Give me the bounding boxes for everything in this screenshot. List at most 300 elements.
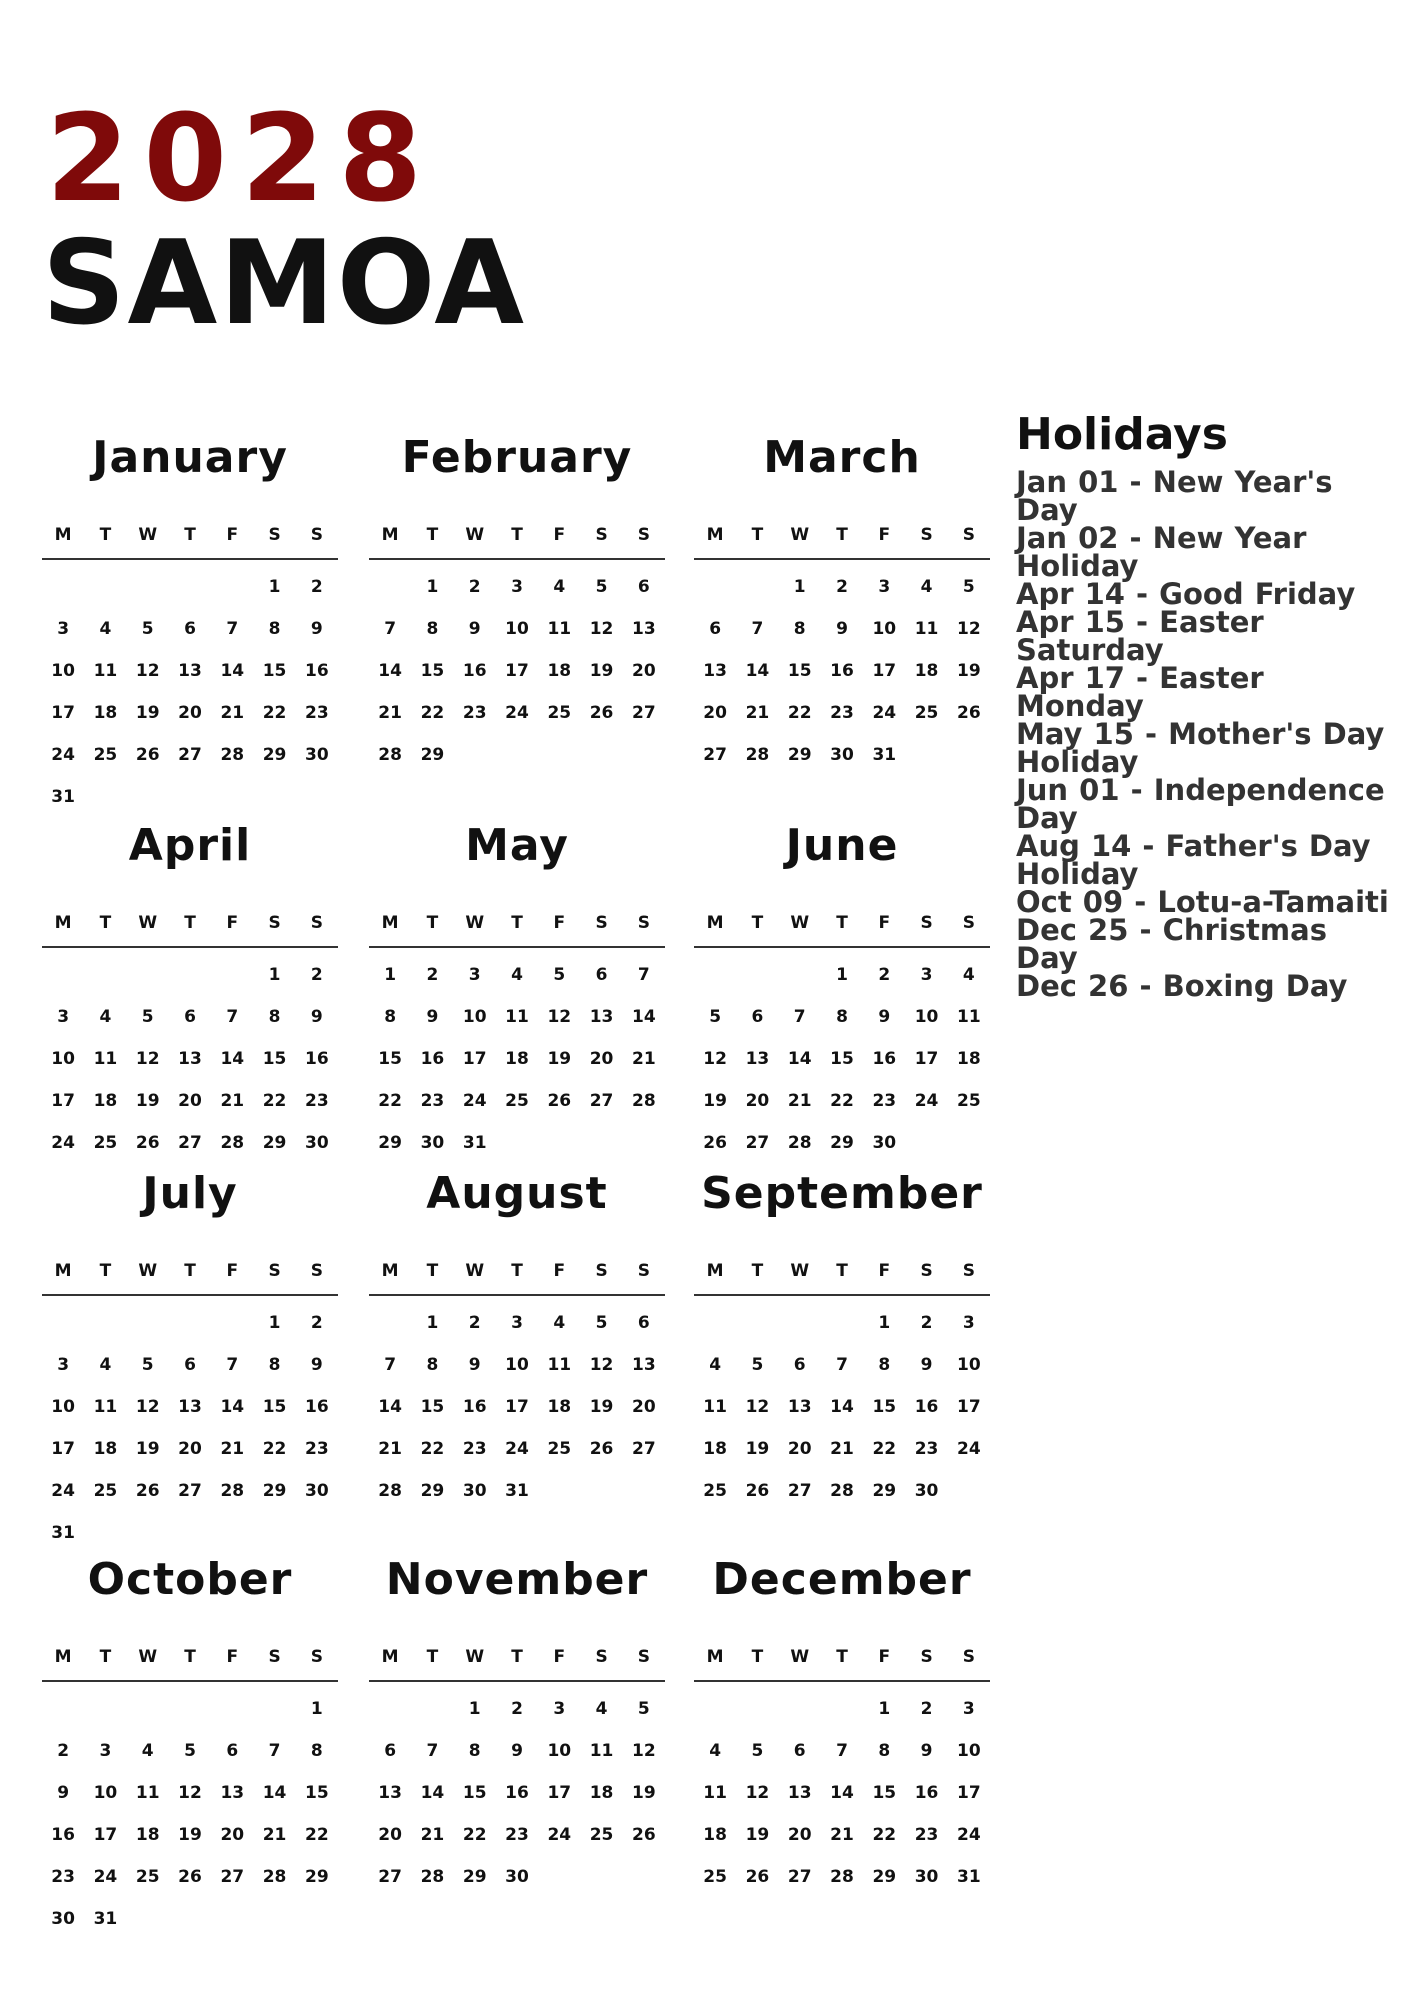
day-cell (169, 954, 211, 996)
day-cell: 24 (505, 1439, 529, 1459)
weekday-label: S (268, 525, 281, 545)
day-cell: 25 (93, 1481, 118, 1501)
day-cell: 28 (830, 1867, 854, 1887)
day-cell: 6 (751, 1007, 764, 1027)
day-cell (211, 1898, 253, 1940)
weekday-label: W (465, 1647, 485, 1667)
day-cell: 18 (547, 661, 572, 681)
month-name: April (128, 820, 252, 871)
day-cell: 28 (745, 745, 770, 765)
weekday-label: T (426, 1261, 439, 1281)
month-september (694, 1168, 990, 1512)
day-cell (948, 1470, 990, 1512)
day-cell: 28 (632, 1091, 656, 1111)
day-cell: 28 (220, 1481, 245, 1501)
weekday-label: W (465, 913, 485, 933)
day-cell: 9 (920, 1741, 933, 1761)
day-cell: 17 (505, 661, 529, 681)
day-cell (169, 1512, 211, 1554)
day-cell: 11 (93, 1049, 118, 1069)
day-cell: 19 (178, 1825, 202, 1845)
weekday-label: T (836, 1647, 848, 1667)
day-cell: 23 (914, 1439, 939, 1459)
day-cell: 16 (914, 1397, 939, 1417)
day-cell: 4 (553, 577, 566, 597)
day-cell: 9 (57, 1783, 70, 1803)
day-cell (253, 1688, 295, 1730)
day-cell (496, 734, 538, 776)
day-cell: 26 (135, 745, 160, 765)
day-cell: 30 (305, 745, 329, 765)
day-cell: 7 (637, 965, 650, 985)
day-cell (296, 1512, 338, 1554)
weekday-label: T (99, 913, 112, 933)
day-cell: 15 (787, 661, 812, 681)
day-cell: 2 (920, 1699, 933, 1719)
weekday-label: S (920, 1647, 933, 1667)
day-cell: 24 (51, 1481, 75, 1501)
day-cell: 18 (93, 1091, 118, 1111)
day-cell: 16 (305, 661, 329, 681)
day-cell: 4 (511, 965, 523, 985)
week-row (369, 1856, 665, 1898)
day-cell: 20 (178, 1091, 202, 1111)
weekday-label: M (381, 1261, 399, 1281)
day-cell: 29 (262, 745, 287, 765)
weekday-label: W (138, 913, 158, 933)
weekday-header (42, 520, 338, 560)
day-cell: 27 (178, 1133, 202, 1153)
day-cell: 31 (51, 1523, 75, 1543)
week-row (369, 1470, 665, 1512)
weekday-label: S (310, 913, 323, 933)
week-row (369, 566, 665, 608)
week-row (42, 1688, 338, 1730)
day-cell: 3 (553, 1699, 566, 1719)
weekday-label: T (426, 525, 439, 545)
weekday-label: S (637, 525, 650, 545)
day-cell: 24 (93, 1867, 118, 1887)
day-cell (296, 776, 338, 818)
day-cell (296, 1898, 338, 1940)
weekday-label: S (595, 913, 608, 933)
week-row (369, 1428, 665, 1470)
month-january (42, 432, 338, 818)
week-row (42, 1302, 338, 1344)
weekday-label: M (706, 1261, 724, 1281)
week-row (694, 1428, 990, 1470)
day-cell: 14 (378, 661, 402, 681)
day-cell: 8 (310, 1741, 323, 1761)
weekday-header (694, 1642, 990, 1682)
day-cell: 1 (836, 965, 848, 985)
day-cell: 19 (632, 1783, 656, 1803)
day-cell: 23 (462, 1439, 487, 1459)
week-row (694, 1470, 990, 1512)
day-cell: 29 (872, 1481, 897, 1501)
day-cell: 5 (553, 965, 566, 985)
day-cell: 9 (310, 619, 323, 639)
week-row (369, 1302, 665, 1344)
weekday-label: F (226, 1261, 239, 1281)
day-cell: 19 (135, 1091, 160, 1111)
month-name: June (785, 820, 899, 871)
day-cell: 2 (920, 1313, 933, 1333)
day-cell: 23 (914, 1825, 939, 1845)
week-row (369, 996, 665, 1038)
day-cell: 18 (505, 1049, 529, 1069)
day-cell: 5 (184, 1741, 196, 1761)
day-cell: 24 (872, 703, 897, 723)
day-cell: 10 (505, 619, 529, 639)
day-cell: 18 (957, 1049, 981, 1069)
day-cell: 8 (268, 1007, 281, 1027)
day-cell: 10 (957, 1355, 981, 1375)
day-cell: 4 (709, 1741, 722, 1761)
day-cell: 6 (595, 965, 608, 985)
day-cell (694, 1302, 736, 1344)
day-cell: 7 (751, 619, 764, 639)
day-cell: 3 (511, 577, 523, 597)
day-cell: 11 (957, 1007, 981, 1027)
month-days (42, 1682, 338, 1940)
day-cell (127, 954, 169, 996)
day-cell: 20 (378, 1825, 402, 1845)
weekday-label: T (751, 913, 764, 933)
day-cell: 7 (836, 1741, 848, 1761)
day-cell (211, 1512, 253, 1554)
weekday-label: M (54, 1261, 72, 1281)
day-cell: 25 (703, 1867, 727, 1887)
day-cell: 9 (920, 1355, 933, 1375)
day-cell: 9 (511, 1741, 523, 1761)
weekday-label: S (920, 913, 933, 933)
day-cell: 20 (178, 1439, 202, 1459)
month-name: May (465, 820, 569, 871)
day-cell: 17 (505, 1397, 529, 1417)
day-cell: 25 (589, 1825, 614, 1845)
weekday-label: W (465, 525, 485, 545)
day-cell: 5 (141, 619, 154, 639)
day-cell: 22 (262, 703, 287, 723)
week-row (694, 650, 990, 692)
day-cell: 24 (51, 745, 75, 765)
day-cell (948, 1122, 990, 1164)
day-cell: 7 (226, 1355, 239, 1375)
weekday-label: F (878, 1647, 891, 1667)
weekday-label: T (184, 1261, 196, 1281)
day-cell (127, 1898, 169, 1940)
day-cell: 25 (547, 1439, 572, 1459)
week-row (694, 954, 990, 996)
weekday-label: S (310, 1647, 323, 1667)
day-cell: 10 (51, 1049, 75, 1069)
week-row (42, 1814, 338, 1856)
day-cell: 22 (830, 1091, 854, 1111)
day-cell: 27 (787, 1867, 812, 1887)
weekday-header (369, 1256, 665, 1296)
day-cell: 12 (957, 619, 981, 639)
day-cell (821, 1302, 863, 1344)
day-cell: 28 (378, 745, 402, 765)
week-row (369, 954, 665, 996)
holiday-item: Jan 02 - New Year Holiday (1016, 521, 1307, 583)
holiday-item: Jun 01 - Independence Day (1016, 773, 1385, 835)
holiday-item: May 15 - Mother's Day Holiday (1016, 717, 1385, 779)
day-cell: 1 (268, 965, 281, 985)
week-row (694, 1302, 990, 1344)
day-cell: 14 (830, 1397, 854, 1417)
month-name: October (87, 1554, 293, 1605)
week-row (369, 608, 665, 650)
day-cell: 8 (426, 1355, 439, 1375)
day-cell: 4 (962, 965, 975, 985)
day-cell: 12 (745, 1783, 770, 1803)
week-row (369, 1730, 665, 1772)
day-cell: 13 (220, 1783, 245, 1803)
day-cell: 28 (220, 1133, 245, 1153)
day-cell: 16 (462, 661, 487, 681)
day-cell: 3 (920, 965, 933, 985)
day-cell (127, 566, 169, 608)
day-cell: 14 (262, 1783, 287, 1803)
week-row (42, 1038, 338, 1080)
month-days (369, 560, 665, 776)
day-cell (84, 954, 126, 996)
day-cell: 10 (914, 1007, 939, 1027)
week-row (42, 1428, 338, 1470)
day-cell: 2 (310, 577, 323, 597)
day-cell: 19 (547, 1049, 572, 1069)
day-cell (127, 1302, 169, 1344)
weekday-label: F (878, 525, 891, 545)
day-cell (580, 1122, 622, 1164)
day-cell (253, 1898, 295, 1940)
day-cell: 13 (745, 1049, 770, 1069)
day-cell: 14 (220, 1049, 245, 1069)
day-cell: 4 (141, 1741, 154, 1761)
day-cell: 20 (745, 1091, 770, 1111)
week-row (694, 1080, 990, 1122)
day-cell: 19 (745, 1825, 770, 1845)
week-row (694, 1856, 990, 1898)
week-row (42, 1122, 338, 1164)
day-cell: 10 (505, 1355, 529, 1375)
day-cell: 21 (632, 1049, 656, 1069)
day-cell (211, 566, 253, 608)
weekday-label: T (751, 1261, 764, 1281)
day-cell: 19 (957, 661, 981, 681)
day-cell: 10 (51, 1397, 75, 1417)
day-cell: 21 (420, 1825, 445, 1845)
weekday-label: M (706, 525, 724, 545)
weekday-header (694, 908, 990, 948)
day-cell: 1 (384, 965, 397, 985)
day-cell: 15 (872, 1397, 897, 1417)
day-cell: 13 (787, 1783, 812, 1803)
month-days (694, 1682, 990, 1898)
weekday-header (694, 520, 990, 560)
week-row (369, 1344, 665, 1386)
weekday-header (42, 908, 338, 948)
day-cell: 21 (220, 703, 245, 723)
week-row (42, 1730, 338, 1772)
week-row (369, 1122, 665, 1164)
day-cell: 11 (589, 1741, 614, 1761)
weekday-label: S (962, 913, 975, 933)
weekday-header (42, 1642, 338, 1682)
day-cell (779, 954, 821, 996)
day-cell: 9 (878, 1007, 891, 1027)
day-cell (42, 566, 84, 608)
day-cell: 30 (914, 1867, 939, 1887)
week-row (42, 776, 338, 818)
week-row (694, 692, 990, 734)
day-cell: 6 (184, 1355, 196, 1375)
weekday-label: W (790, 1261, 810, 1281)
day-cell (84, 1688, 126, 1730)
day-cell: 11 (703, 1397, 727, 1417)
day-cell (211, 776, 253, 818)
day-cell: 1 (426, 577, 439, 597)
day-cell: 22 (462, 1825, 487, 1845)
day-cell: 7 (226, 1007, 239, 1027)
day-cell (369, 1688, 411, 1730)
day-cell: 14 (632, 1007, 656, 1027)
day-cell: 27 (632, 703, 656, 723)
day-cell: 14 (830, 1783, 854, 1803)
day-cell: 18 (547, 1397, 572, 1417)
month-august (369, 1168, 665, 1512)
month-name: March (763, 432, 921, 483)
month-days (694, 1296, 990, 1512)
day-cell: 1 (310, 1699, 323, 1719)
day-cell: 1 (793, 577, 806, 597)
day-cell: 25 (914, 703, 939, 723)
week-row (42, 1386, 338, 1428)
day-cell: 27 (589, 1091, 614, 1111)
holiday-item: Apr 15 - Easter Saturday (1016, 605, 1264, 667)
day-cell: 5 (709, 1007, 722, 1027)
weekday-label: F (878, 913, 891, 933)
day-cell: 14 (220, 661, 245, 681)
day-cell: 3 (57, 1007, 70, 1027)
day-cell: 15 (830, 1049, 854, 1069)
day-cell: 11 (135, 1783, 160, 1803)
day-cell: 24 (914, 1091, 939, 1111)
day-cell: 15 (462, 1783, 487, 1803)
weekday-label: T (426, 913, 439, 933)
holidays-panel (1016, 408, 1396, 1003)
month-name: July (142, 1168, 238, 1219)
day-cell: 5 (141, 1007, 154, 1027)
weekday-label: T (511, 1647, 523, 1667)
day-cell: 8 (268, 1355, 281, 1375)
day-cell: 30 (305, 1133, 329, 1153)
month-days (369, 1296, 665, 1512)
weekday-label: T (426, 1647, 439, 1667)
day-cell: 5 (637, 1699, 650, 1719)
month-days (42, 1296, 338, 1554)
day-cell: 12 (745, 1397, 770, 1417)
day-cell: 31 (872, 745, 897, 765)
day-cell: 17 (957, 1397, 981, 1417)
day-cell: 1 (468, 1699, 481, 1719)
weekday-label: S (310, 525, 323, 545)
day-cell: 1 (426, 1313, 439, 1333)
holiday-item: Apr 17 - Easter Monday (1016, 661, 1264, 723)
weekday-label: T (184, 525, 196, 545)
weekday-label: M (706, 913, 724, 933)
day-cell: 8 (878, 1355, 891, 1375)
day-cell: 7 (426, 1741, 439, 1761)
day-cell: 21 (378, 1439, 402, 1459)
day-cell: 12 (135, 1397, 160, 1417)
day-cell: 19 (745, 1439, 770, 1459)
month-name: September (701, 1168, 983, 1219)
weekday-label: S (637, 1647, 650, 1667)
week-row (42, 1470, 338, 1512)
day-cell: 29 (262, 1133, 287, 1153)
day-cell (905, 734, 947, 776)
day-cell: 31 (957, 1867, 981, 1887)
weekday-label: M (54, 525, 72, 545)
week-row (42, 1898, 338, 1940)
day-cell: 3 (878, 577, 891, 597)
day-cell (538, 1470, 580, 1512)
week-row (42, 954, 338, 996)
day-cell: 26 (589, 1439, 614, 1459)
day-cell: 8 (426, 619, 439, 639)
week-row (694, 1772, 990, 1814)
month-may (369, 820, 665, 1164)
day-cell: 24 (505, 703, 529, 723)
day-cell: 27 (632, 1439, 656, 1459)
week-row (694, 996, 990, 1038)
month-days (369, 1682, 665, 1898)
day-cell (127, 776, 169, 818)
week-row (694, 1122, 990, 1164)
week-row (42, 566, 338, 608)
day-cell: 14 (420, 1783, 445, 1803)
weekday-label: T (751, 525, 764, 545)
day-cell: 30 (872, 1133, 897, 1153)
month-days (694, 560, 990, 776)
day-cell: 12 (135, 661, 160, 681)
day-cell: 15 (872, 1783, 897, 1803)
day-cell: 25 (547, 703, 572, 723)
week-row (42, 608, 338, 650)
day-cell (538, 1122, 580, 1164)
week-row (694, 1688, 990, 1730)
day-cell (623, 734, 665, 776)
day-cell: 17 (51, 703, 75, 723)
day-cell: 18 (93, 703, 118, 723)
week-row (42, 734, 338, 776)
holiday-list (1016, 465, 1396, 1003)
day-cell: 14 (220, 1397, 245, 1417)
day-cell (694, 1688, 736, 1730)
week-row (694, 1344, 990, 1386)
day-cell: 17 (93, 1825, 118, 1845)
day-cell (369, 1302, 411, 1344)
day-cell: 10 (547, 1741, 572, 1761)
weekday-label: F (878, 1261, 891, 1281)
day-cell: 9 (468, 1355, 481, 1375)
month-february (369, 432, 665, 776)
day-cell: 18 (135, 1825, 160, 1845)
day-cell: 24 (51, 1133, 75, 1153)
